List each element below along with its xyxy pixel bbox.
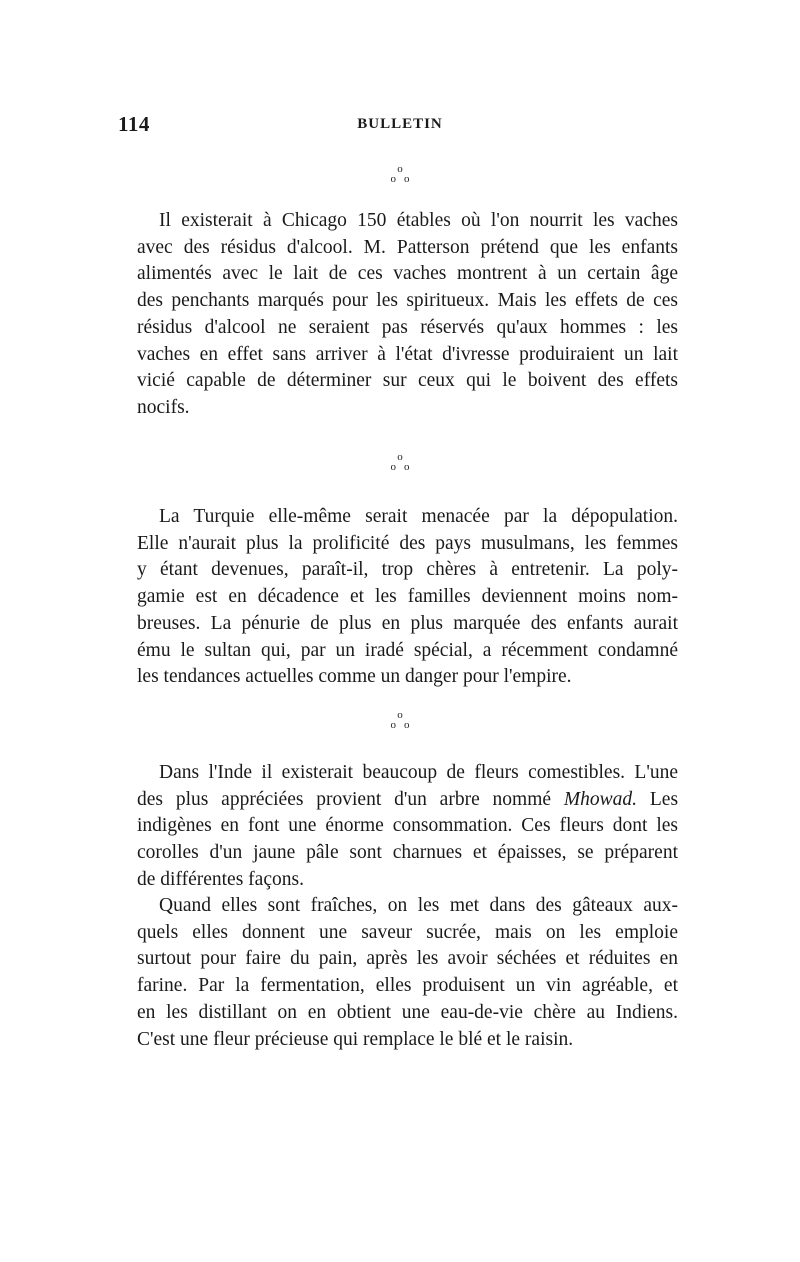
paragraph-chicago xyxy=(137,208,678,422)
text-line: C'est une fleur précieuse qui remplace le blé et le raisin. xyxy=(137,1028,574,1050)
text-line xyxy=(137,787,678,814)
asterism-bottom-marks: oo xyxy=(390,173,418,185)
text-line: indigènes en font une énorme consommation. Ces fleurs dont les xyxy=(137,815,678,837)
paragraph-turquie xyxy=(137,504,678,691)
text-line: ému le sultan qui, par un iradé spécial, a récemment condamné xyxy=(137,639,678,661)
text-line: Il existerait à Chicago 150 étables où l'on nourrit les vaches xyxy=(159,210,678,231)
text-line: vaches en effet sans arriver à l'état d'ivresse produiraient un lait xyxy=(137,343,678,365)
italic-plant-name: Mhowad. xyxy=(563,788,638,810)
asterism-top-mark: o xyxy=(397,163,403,175)
asterism-separator xyxy=(0,710,800,730)
text-line: résidus d'alcool ne seraient pas réservés qu'aux hommes : les xyxy=(137,316,678,338)
asterism-top-mark: o xyxy=(397,709,403,721)
paragraph-quand xyxy=(137,893,678,1053)
text-line: Quand elles sont fraîches, on les met dans des gâteaux aux- xyxy=(159,895,678,916)
text-line: alimentés avec le lait de ces vaches montrent à un certain âge xyxy=(137,263,678,285)
asterism-bottom-marks: oo xyxy=(390,461,418,473)
text-line: avec des résidus d'alcool. M. Patterson prétend que les enfants xyxy=(137,236,678,258)
text-line: quels elles donnent une saveur sucrée, mais on les emploie xyxy=(137,921,678,943)
running-head: BULLETIN xyxy=(357,116,443,132)
asterism-bottom-marks: oo xyxy=(390,719,418,731)
text-line: les tendances actuelles comme un danger pour l'empire. xyxy=(137,666,572,688)
text-line: Elle n'aurait plus la prolificité des pays musulmans, les femmes xyxy=(137,532,678,554)
text-line: breuses. La pénurie de plus en plus marquée des enfants aurait xyxy=(137,612,678,634)
text-line: surtout pour faire du pain, après les avoir séchées et réduites en xyxy=(137,948,678,970)
text-line: farine. Par la fermentation, elles produisent un vin agréable, et xyxy=(137,975,678,997)
text-line: Dans l'Inde il existerait beaucoup de fleurs comestibles. L'une xyxy=(159,762,678,783)
text-fragment: des plus appréciées provient d'un arbre nommé xyxy=(137,788,552,810)
text-line: nocifs. xyxy=(137,396,190,418)
text-line: gamie est en décadence et les familles deviennent moins nom- xyxy=(137,586,678,608)
asterism-top-mark: o xyxy=(397,451,403,463)
text-line: vicié capable de déterminer sur ceux qui le boivent des effets xyxy=(137,370,678,392)
asterism-separator xyxy=(0,164,800,184)
asterism-separator xyxy=(0,452,800,472)
text-line: des penchants marqués pour les spiritueux. Mais les effets de ces xyxy=(137,290,678,312)
text-line: y étant devenues, paraît-il, trop chères à entretenir. La poly- xyxy=(137,559,678,581)
text-line: corolles d'un jaune pâle sont charnues et épaisses, se préparent xyxy=(137,842,678,864)
text-line: La Turquie elle-même serait menacée par la dépopulation. xyxy=(159,506,678,527)
paragraph-inde xyxy=(137,760,678,894)
text-line: en les distillant on en obtient une eau-de-vie chère au Indiens. xyxy=(137,1001,678,1023)
page-number: 114 xyxy=(118,112,150,136)
text-fragment: Les xyxy=(649,788,679,810)
text-line: de différentes façons. xyxy=(137,868,304,890)
